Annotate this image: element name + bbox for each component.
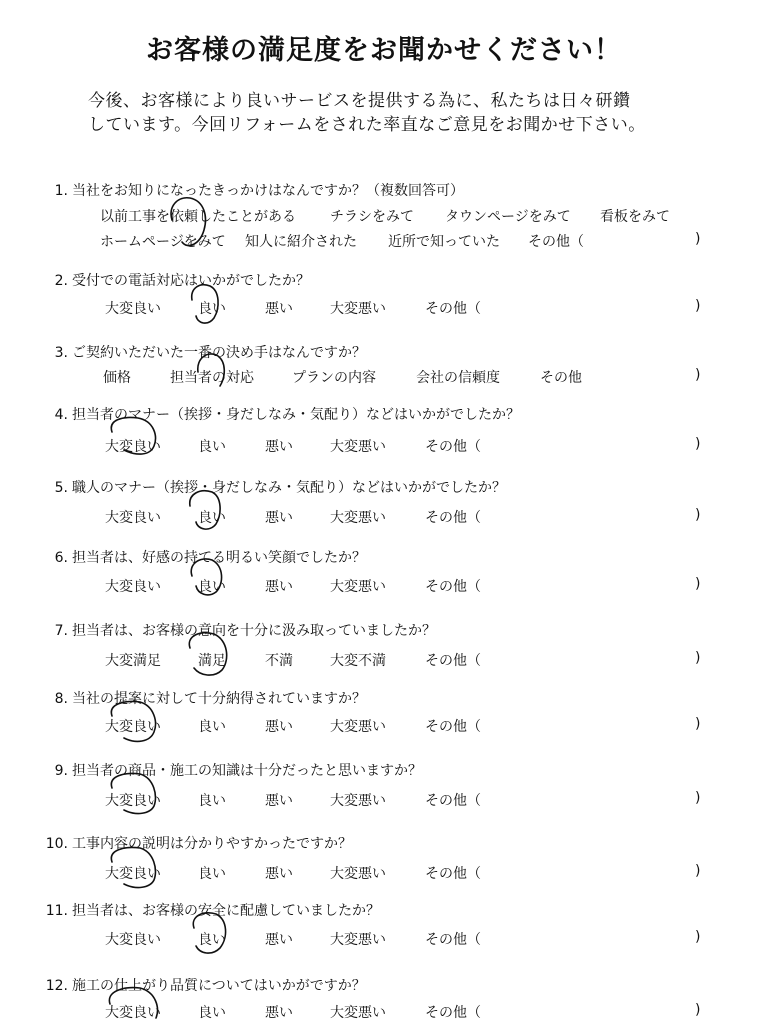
question-5 [0,477,768,547]
option[interactable]: プランの内容 [292,370,376,386]
option[interactable]: 良い [198,793,226,809]
question-12 [0,975,768,1024]
option[interactable]: 大変悪い [330,439,386,455]
option[interactable]: その他（ [425,719,481,735]
option[interactable]: その他（ [425,1005,481,1021]
question-text: 10. 工事内容の説明は分かりやすかったですか？ [34,833,352,853]
option[interactable]: 大変良い [105,439,161,455]
option[interactable]: 大変満足 [105,653,161,669]
option[interactable]: 悪い [265,866,293,882]
option[interactable]: 良い [198,510,226,526]
option[interactable]: その他（ [528,234,584,250]
option[interactable]: 大変悪い [330,1005,386,1021]
question-text: 6. 担当者は、好感の持てる明るい笑顔でしたか？ [34,547,366,567]
paren-close: ) [695,576,701,592]
question-number: 1. [54,183,68,199]
question-number: 12. [45,978,68,994]
option[interactable]: その他（ [425,301,481,317]
option[interactable]: 以前工事を依頼したことがある [100,209,296,225]
question-text: 9. 担当者の商品・施工の知識は十分だったと思いますか？ [34,760,422,780]
question-7 [0,620,768,690]
option[interactable]: 知人に紹介された [245,234,357,250]
paren-close: ) [695,298,701,314]
option[interactable]: 大変良い [105,719,161,735]
option[interactable]: タウンページをみて [445,209,571,225]
option[interactable]: 良い [198,579,226,595]
option[interactable]: 良い [198,1005,226,1021]
option[interactable]: 良い [198,439,226,455]
option[interactable]: 大変良い [105,579,161,595]
question-4 [0,404,768,474]
question-text: 3. ご契約いただいた一番の決め手はなんですか？ [34,342,366,362]
option[interactable]: 大変良い [105,301,161,317]
question-number: 6. [54,550,68,566]
paren-close: ) [695,790,701,806]
question-text: 8. 当社の提案に対して十分納得されていますか？ [34,688,366,708]
paren-close: ) [695,436,701,452]
option[interactable]: 悪い [265,793,293,809]
question-9 [0,760,768,830]
option[interactable]: その他（ [425,866,481,882]
option[interactable]: 悪い [265,439,293,455]
option[interactable]: 悪い [265,579,293,595]
option[interactable]: 良い [198,932,226,948]
question-text: 11. 担当者は、お客様の安全に配慮していましたか？ [34,900,380,920]
question-number: 4. [54,407,68,423]
paren-close: ) [695,929,701,945]
option[interactable]: その他（ [425,793,481,809]
question-number: 8. [54,691,68,707]
intro-line-1: 今後、お客様により良いサービスを提供する為に、私たちは日々研鑽 [88,91,631,111]
option[interactable]: 会社の信頼度 [416,370,500,386]
option[interactable]: その他（ [425,932,481,948]
paren-close: ) [695,367,701,383]
option[interactable]: 悪い [265,719,293,735]
option[interactable]: 大変良い [105,932,161,948]
option[interactable]: その他（ [425,510,481,526]
question-1 [0,180,768,250]
option[interactable]: 大変悪い [330,866,386,882]
option[interactable]: 大変良い [105,793,161,809]
option[interactable]: ホームページをみて [100,234,226,250]
question-number: 7. [54,623,68,639]
option[interactable]: 大変不満 [330,653,386,669]
page-title: お客様の満足度をお聞かせください！ [146,35,622,66]
paren-close: ) [695,716,701,732]
question-number: 5. [54,480,68,496]
option[interactable]: 満足 [198,653,226,669]
question-number: 3. [54,345,68,361]
option[interactable]: 大変悪い [330,510,386,526]
option[interactable]: 悪い [265,301,293,317]
question-6 [0,547,768,617]
paren-close: ) [695,507,701,523]
option[interactable]: 大変良い [105,510,161,526]
option[interactable]: その他（ [425,439,481,455]
paren-close: ) [695,650,701,666]
paren-close: ) [695,1002,701,1018]
question-text: 2. 受付での電話対応はいかがでしたか？ [34,270,310,290]
option[interactable]: 良い [198,301,226,317]
paren-close: ) [695,231,701,247]
option[interactable]: 悪い [265,1005,293,1021]
question-number: 10. [45,836,68,852]
question-number: 9. [54,763,68,779]
question-8 [0,688,768,758]
option[interactable]: 大変悪い [330,932,386,948]
option[interactable]: 担当者の対応 [170,370,254,386]
question-text: 1. 当社をお知りになったきっかけはなんですか？（複数回答可） [34,180,464,200]
option[interactable]: 価格 [103,370,131,386]
question-11 [0,900,768,970]
question-2 [0,270,768,340]
option[interactable]: 悪い [265,932,293,948]
question-text: 4. 担当者のマナー（挨拶・身だしなみ・気配り）などはいかがでしたか？ [34,404,520,424]
question-10 [0,833,768,903]
paren-close: ) [695,863,701,879]
option[interactable]: 近所で知っていた [388,234,500,250]
question-text: 5. 職人のマナー（挨拶・身だしなみ・気配り）などはいかがでしたか？ [34,477,506,497]
question-text: 12. 施工の仕上がり品質についてはいかがですか？ [34,975,366,995]
option[interactable]: その他（ [425,579,481,595]
option[interactable]: 良い [198,866,226,882]
intro-line-2: しています。今回リフォームをされた率直なご意見をお聞かせ下さい。 [88,115,646,135]
option[interactable]: 大変良い [105,866,161,882]
option[interactable]: 悪い [265,510,293,526]
question-number: 11. [45,903,68,919]
option[interactable]: チラシをみて [330,209,414,225]
option[interactable]: 大変悪い [330,793,386,809]
option[interactable]: 良い [198,719,226,735]
option[interactable]: 看板をみて [600,209,670,225]
option[interactable]: その他 [540,370,582,386]
option[interactable]: 大変悪い [330,579,386,595]
option[interactable]: 大変悪い [330,301,386,317]
question-text: 7. 担当者は、お客様の意向を十分に汲み取っていましたか？ [34,620,436,640]
question-number: 2. [54,273,68,289]
question-3 [0,342,768,412]
option[interactable]: その他（ [425,653,481,669]
option[interactable]: 大変良い [105,1005,161,1021]
option[interactable]: 大変悪い [330,719,386,735]
option[interactable]: 不満 [265,653,293,669]
